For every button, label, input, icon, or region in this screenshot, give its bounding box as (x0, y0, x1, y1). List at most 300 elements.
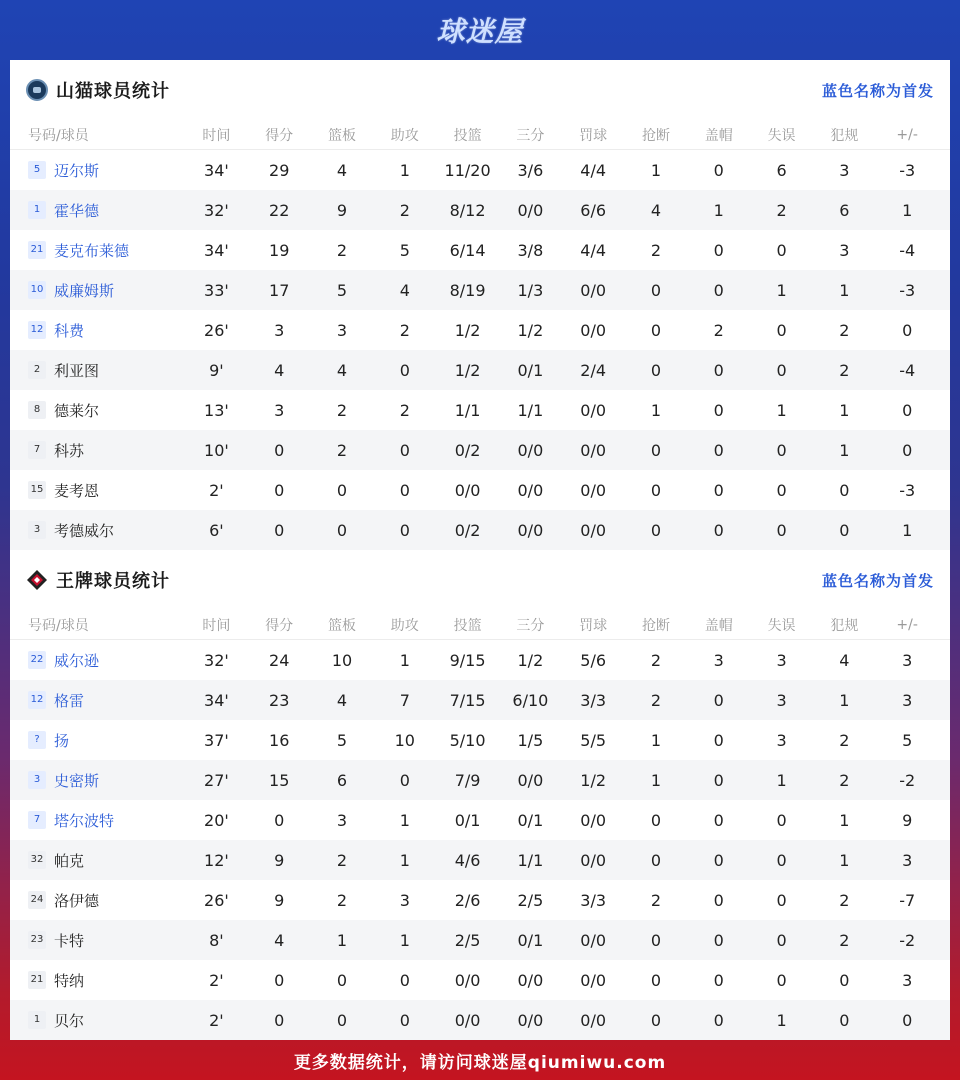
stat-cell: 1 (839, 690, 850, 710)
stat-cell: 7/9 (454, 770, 481, 790)
stat-cell: 1 (839, 850, 850, 870)
player-cell (10, 520, 185, 541)
stat-cell: 0 (650, 480, 662, 500)
player-name-link[interactable]: 麦克布莱德 (54, 241, 130, 260)
stat-cell: 17 (269, 280, 290, 300)
stat-cell: 2 (839, 770, 850, 790)
jersey-number-badge: 7 (28, 811, 46, 829)
player-rows (10, 150, 950, 550)
stat-cell: 5/6 (580, 650, 607, 670)
stat-cell: 3 (776, 650, 787, 670)
jersey-number-badge: 10 (28, 281, 46, 299)
stat-cell: 4 (336, 160, 348, 180)
player-cell (10, 320, 185, 341)
starter-legend-note: 蓝色名称为首发 (821, 571, 934, 590)
player-name-link[interactable]: 史密斯 (54, 771, 100, 790)
stat-cell: -2 (899, 930, 916, 950)
stat-cell: 1 (902, 520, 913, 540)
stat-cell: 0 (650, 360, 662, 380)
jersey-number-badge: 12 (28, 691, 46, 709)
player-cell (10, 890, 185, 911)
table-header-row (10, 610, 950, 640)
stat-cell: 3 (902, 650, 913, 670)
stat-cell: 0 (399, 520, 410, 540)
stat-cell: 0 (776, 930, 787, 950)
stat-cell: 1/2 (454, 360, 481, 380)
player-name-link[interactable]: 麦考恩 (54, 481, 100, 500)
jersey-number-badge: 2 (28, 361, 46, 379)
stat-cell: 20' (204, 810, 229, 830)
table-row[interactable] (10, 270, 950, 310)
stat-cell: 9/15 (449, 650, 486, 670)
stat-cell: -3 (899, 160, 916, 180)
stat-cell: 0 (713, 810, 724, 830)
stat-cell: 0 (399, 970, 410, 990)
stat-cell: 0/2 (454, 520, 481, 540)
jersey-number-badge: 21 (28, 971, 46, 989)
stat-cell: 1 (650, 400, 662, 420)
stat-cell: 9 (274, 890, 285, 910)
stat-cell: 7/15 (449, 690, 486, 710)
stat-cell: 0 (776, 440, 787, 460)
stat-cell: 0 (776, 970, 787, 990)
stat-cell: 4 (336, 690, 348, 710)
jersey-number-badge: 22 (28, 651, 46, 669)
stat-cell: 22 (269, 200, 290, 220)
stat-cell: 2' (209, 480, 224, 500)
stat-cell: 0/1 (517, 360, 544, 380)
stat-cell: 2 (650, 650, 662, 670)
stat-cell: 1/1 (454, 400, 481, 420)
column-header: 时间 (202, 617, 231, 634)
jersey-number-badge: ? (28, 731, 46, 749)
stat-cell: 1 (399, 810, 410, 830)
stat-cell: 4 (650, 200, 662, 220)
stat-cell: 0/1 (517, 810, 544, 830)
jersey-number-badge: 3 (28, 521, 46, 539)
column-header: 助攻 (390, 617, 419, 634)
stat-cell: 0 (274, 520, 285, 540)
table-row[interactable] (10, 150, 950, 190)
stat-cell: 3 (902, 850, 913, 870)
stat-cell: 0 (902, 1010, 913, 1030)
stat-cell: 0/0 (580, 320, 607, 340)
stat-cell: 0/0 (454, 970, 481, 990)
stat-cell: 1 (399, 650, 410, 670)
stat-cell: 0/0 (580, 850, 607, 870)
stat-cell: 0 (839, 1010, 850, 1030)
stat-cell: 2 (336, 890, 348, 910)
stat-cell: 0 (713, 970, 724, 990)
stat-cell: 3 (776, 690, 787, 710)
footer-banner[interactable] (0, 1040, 960, 1080)
stat-cell: 0 (274, 440, 285, 460)
stat-cell: 12' (204, 850, 229, 870)
stat-cell: 1 (399, 930, 410, 950)
player-name-link[interactable]: 科费 (54, 321, 85, 340)
stat-cell: 26' (204, 890, 229, 910)
team-title: 山猫球员统计 (56, 81, 170, 102)
stat-cell: 0 (713, 520, 724, 540)
stat-cell: 2 (650, 890, 662, 910)
stat-cell: 0/0 (517, 480, 544, 500)
table-row[interactable] (10, 760, 950, 800)
stat-cell: 3 (399, 890, 410, 910)
stat-cell: 5/5 (580, 730, 607, 750)
player-name-link[interactable]: 德莱尔 (54, 401, 100, 420)
stat-cell: 0/0 (517, 970, 544, 990)
player-cell (10, 730, 185, 751)
stat-cell: 2 (713, 320, 724, 340)
stat-cell: 2/5 (454, 930, 481, 950)
stat-cell: 0 (776, 810, 787, 830)
stat-cell: 4 (399, 280, 410, 300)
stat-cell: 2 (839, 890, 850, 910)
stat-cell: 0 (839, 480, 850, 500)
column-header-player: 号码/球员 (28, 127, 89, 144)
stat-cell: 4 (274, 360, 285, 380)
stat-cell: -2 (899, 770, 916, 790)
column-header: 抢断 (641, 127, 670, 144)
column-header: 三分 (516, 617, 545, 634)
stat-cell: 11/20 (444, 160, 491, 180)
stat-cell: 2 (839, 930, 850, 950)
stat-cell: 4 (336, 360, 348, 380)
stat-cell: 34' (204, 690, 229, 710)
stat-cell: 0 (399, 1010, 410, 1030)
player-name-link[interactable]: 格雷 (54, 691, 85, 710)
table-row[interactable] (10, 430, 950, 470)
stat-cell: 0 (776, 360, 787, 380)
stat-cell: 1 (776, 1010, 787, 1030)
table-row[interactable] (10, 880, 950, 920)
column-header: 盖帽 (704, 127, 733, 144)
table-row[interactable] (10, 310, 950, 350)
stat-cell: 3 (776, 730, 787, 750)
stat-cell: 0 (399, 440, 410, 460)
stat-cell: 0 (274, 970, 285, 990)
stat-cell: 23 (269, 690, 290, 710)
stat-cell: 4/6 (454, 850, 481, 870)
stat-cell: 0 (776, 240, 787, 260)
stat-cell: 10 (394, 730, 415, 750)
stat-cell: 0 (713, 480, 724, 500)
player-name-link[interactable]: 威尔逊 (54, 651, 100, 670)
starter-legend-note: 蓝色名称为首发 (821, 81, 934, 100)
table-row[interactable] (10, 800, 950, 840)
stat-cell: 2 (839, 360, 850, 380)
table-row[interactable] (10, 510, 950, 550)
jersey-number-badge: 21 (28, 241, 46, 259)
stat-cell: 19 (269, 240, 290, 260)
stat-cell: 1 (776, 400, 787, 420)
player-rows (10, 640, 950, 1040)
stat-cell: 0 (399, 360, 410, 380)
stat-cell: 0 (650, 1010, 662, 1030)
team-header (10, 550, 950, 610)
stat-cell: 0 (650, 280, 662, 300)
stat-cell: 2/6 (454, 890, 481, 910)
player-name-link[interactable]: 利亚图 (54, 361, 100, 380)
stat-cell: 0/1 (454, 810, 481, 830)
stat-cell: 2 (839, 730, 850, 750)
stat-cell: 0/0 (580, 970, 607, 990)
player-cell (10, 240, 185, 261)
table-header-row (10, 120, 950, 150)
column-header: 犯规 (830, 617, 859, 634)
stat-cell: 1 (650, 770, 662, 790)
team-stats-panel-aces (10, 550, 950, 1040)
team-title-group (26, 77, 170, 103)
stat-cell: 4/4 (580, 240, 607, 260)
stat-cell: 1/1 (517, 850, 544, 870)
stat-cell: 1/2 (517, 320, 544, 340)
jersey-number-badge: 32 (28, 851, 46, 869)
table-row[interactable] (10, 680, 950, 720)
stat-cell: 6' (209, 520, 224, 540)
table-row[interactable] (10, 1000, 950, 1040)
stat-cell: 0 (336, 520, 348, 540)
stat-cell: 9' (209, 360, 224, 380)
jersey-number-badge: 3 (28, 771, 46, 789)
column-header: 得分 (265, 617, 294, 634)
column-header: 失误 (767, 617, 796, 634)
player-cell (10, 970, 185, 991)
site-header (0, 0, 960, 60)
stat-cell: 3 (839, 240, 850, 260)
table-row[interactable] (10, 920, 950, 960)
stat-cell: 10 (331, 650, 353, 670)
aces-logo-icon (26, 569, 48, 591)
stat-cell: 0 (650, 970, 662, 990)
stat-cell: 0 (776, 520, 787, 540)
stat-cell: 1 (776, 770, 787, 790)
stat-cell: 0 (650, 930, 662, 950)
stat-cell: 8/19 (449, 280, 486, 300)
stat-cell: 1 (776, 280, 787, 300)
stat-cell: 0 (399, 770, 410, 790)
stat-cell: 2 (336, 850, 348, 870)
stat-cell: 1/2 (517, 650, 544, 670)
jersey-number-badge: 5 (28, 161, 46, 179)
stat-cell: 4 (274, 930, 285, 950)
stat-cell: 0 (776, 850, 787, 870)
stat-cell: 0 (650, 520, 662, 540)
stat-cell: 0 (399, 480, 410, 500)
player-cell (10, 650, 185, 671)
stat-cell: 4/4 (580, 160, 607, 180)
stat-cell: 34' (204, 240, 229, 260)
player-cell (10, 810, 185, 831)
table-row[interactable] (10, 190, 950, 230)
stat-cell: 3 (839, 160, 850, 180)
stat-cell: 5 (336, 280, 348, 300)
stat-cell: 3 (902, 970, 913, 990)
stat-cell: 2 (839, 320, 850, 340)
stat-cell: 24 (269, 650, 290, 670)
stat-cell: 6/10 (512, 690, 549, 710)
stat-cell: 2/5 (517, 890, 544, 910)
site-logo[interactable]: 球迷屋 (436, 15, 524, 48)
stat-cell: 9 (902, 810, 913, 830)
table-row[interactable] (10, 840, 950, 880)
stat-cell: 26' (204, 320, 229, 340)
stat-cell: 33' (204, 280, 229, 300)
stat-cell: 9 (274, 850, 285, 870)
column-header: 篮板 (327, 617, 356, 634)
stat-cell: 1 (399, 160, 410, 180)
stat-cell: 0/0 (580, 810, 607, 830)
stat-cell: 0/0 (580, 400, 607, 420)
team-title: 王牌球员统计 (56, 571, 170, 592)
player-name-link[interactable]: 迈尔斯 (54, 161, 100, 180)
stat-cell: 1 (336, 930, 348, 950)
stat-cell: 37' (204, 730, 229, 750)
stat-cell: 0/0 (517, 1010, 544, 1030)
player-cell (10, 280, 185, 301)
stat-cell: 0 (713, 240, 724, 260)
stat-cell: 0 (713, 400, 724, 420)
stat-cell: 1 (713, 200, 724, 220)
stat-cell: 7 (399, 690, 410, 710)
stat-cell: 0 (902, 400, 913, 420)
stat-cell: 6 (336, 770, 348, 790)
stat-cell: 2 (650, 690, 662, 710)
stat-cell: 0 (839, 520, 850, 540)
stat-cell: 3 (274, 400, 285, 420)
stat-cell: 2 (336, 240, 348, 260)
table-row[interactable] (10, 390, 950, 430)
jersey-number-badge: 8 (28, 401, 46, 419)
jersey-number-badge: 23 (28, 931, 46, 949)
table-row[interactable] (10, 230, 950, 270)
stat-cell: 0 (776, 480, 787, 500)
player-name-link[interactable]: 扬 (54, 731, 70, 750)
stat-cell: -7 (899, 890, 916, 910)
player-name-link[interactable]: 霍华德 (54, 201, 100, 220)
player-name-link[interactable]: 洛伊德 (54, 891, 100, 910)
stat-cell: 0 (713, 440, 724, 460)
stat-cell: 0 (650, 850, 662, 870)
column-header: 失误 (767, 127, 796, 144)
jersey-number-badge: 15 (28, 481, 46, 499)
stat-cell: 5 (336, 730, 348, 750)
stat-cell: 1 (839, 400, 850, 420)
stat-cell: 2 (336, 400, 348, 420)
stat-cell: 0 (274, 810, 285, 830)
stat-cell: 2 (399, 400, 410, 420)
stat-cell: 5 (399, 240, 410, 260)
stat-cell: 1 (902, 200, 913, 220)
stat-cell: 1 (399, 850, 410, 870)
table-row[interactable] (10, 350, 950, 390)
stat-cell: 0 (650, 320, 662, 340)
stat-cell: 32' (204, 200, 229, 220)
player-name-link[interactable]: 科苏 (54, 441, 85, 460)
player-cell (10, 160, 185, 181)
stat-cell: 3 (713, 650, 724, 670)
stat-cell: 0/1 (517, 930, 544, 950)
stat-cell: 5 (902, 730, 913, 750)
column-header: 投篮 (453, 617, 482, 634)
stat-cell: 0 (713, 850, 724, 870)
table-row[interactable] (10, 470, 950, 510)
player-cell (10, 690, 185, 711)
stat-cell: 6/14 (449, 240, 486, 260)
stat-cell: 1/1 (517, 400, 544, 420)
player-name-link[interactable]: 贝尔 (54, 1011, 85, 1030)
jersey-number-badge: 1 (28, 1011, 46, 1029)
player-cell (10, 850, 185, 871)
player-cell (10, 400, 185, 421)
stat-cell: 6 (839, 200, 850, 220)
stat-cell: 0/0 (580, 480, 607, 500)
stat-cell: -4 (899, 240, 916, 260)
stat-cell: 0/0 (454, 480, 481, 500)
stat-cell: 0 (336, 1010, 348, 1030)
stat-cell: 1 (650, 730, 662, 750)
player-name-link[interactable]: 卡特 (54, 931, 85, 950)
column-header: 得分 (265, 127, 294, 144)
stat-cell: 1/5 (517, 730, 544, 750)
stat-cell: 3/3 (580, 690, 607, 710)
column-header: 盖帽 (704, 617, 733, 634)
stat-cell: 0 (336, 480, 348, 500)
footer-text[interactable]: 更多数据统计，请访问球迷屋qiumiwu.com (293, 1052, 667, 1073)
column-header: 罚球 (579, 617, 608, 634)
table-row[interactable] (10, 720, 950, 760)
player-cell (10, 930, 185, 951)
stat-cell: 16 (269, 730, 290, 750)
stat-cell: 9 (336, 200, 348, 220)
stat-cell: 2/4 (580, 360, 607, 380)
stat-cell: 8' (209, 930, 224, 950)
stat-cell: 0 (650, 810, 662, 830)
stat-cell: 0/0 (580, 520, 607, 540)
stat-cell: 1/2 (580, 770, 607, 790)
column-header: 罚球 (579, 127, 608, 144)
stat-cell: 2' (209, 1010, 224, 1030)
player-name-link[interactable]: 威廉姆斯 (54, 281, 115, 300)
player-name-link[interactable]: 塔尔波特 (54, 811, 115, 830)
stat-cell: 1 (650, 160, 662, 180)
jersey-number-badge: 12 (28, 321, 46, 339)
table-row[interactable] (10, 640, 950, 680)
stat-cell: 3/6 (517, 160, 544, 180)
stat-cell: 1 (839, 440, 850, 460)
stat-cell: 32' (204, 650, 229, 670)
team-header (10, 60, 950, 120)
stat-cell: 2' (209, 970, 224, 990)
stat-cell: 34' (204, 160, 229, 180)
stat-cell: 0/0 (517, 770, 544, 790)
stat-cell: 3 (274, 320, 285, 340)
column-header: 时间 (202, 127, 231, 144)
player-name-link[interactable]: 帕克 (54, 851, 85, 870)
lynx-logo-icon (26, 79, 48, 101)
stat-cell: 0 (902, 320, 913, 340)
player-name-link[interactable]: 特纳 (54, 971, 85, 990)
stat-cell: 0 (713, 360, 724, 380)
stat-cell: 3/8 (517, 240, 544, 260)
player-name-link[interactable]: 考德威尔 (54, 521, 115, 540)
stat-cell: 4 (839, 650, 850, 670)
stat-cell: 0/0 (580, 440, 607, 460)
player-cell (10, 200, 185, 221)
team-stats-panel-lynx (10, 60, 950, 550)
table-row[interactable] (10, 960, 950, 1000)
stat-cell: 13' (204, 400, 229, 420)
